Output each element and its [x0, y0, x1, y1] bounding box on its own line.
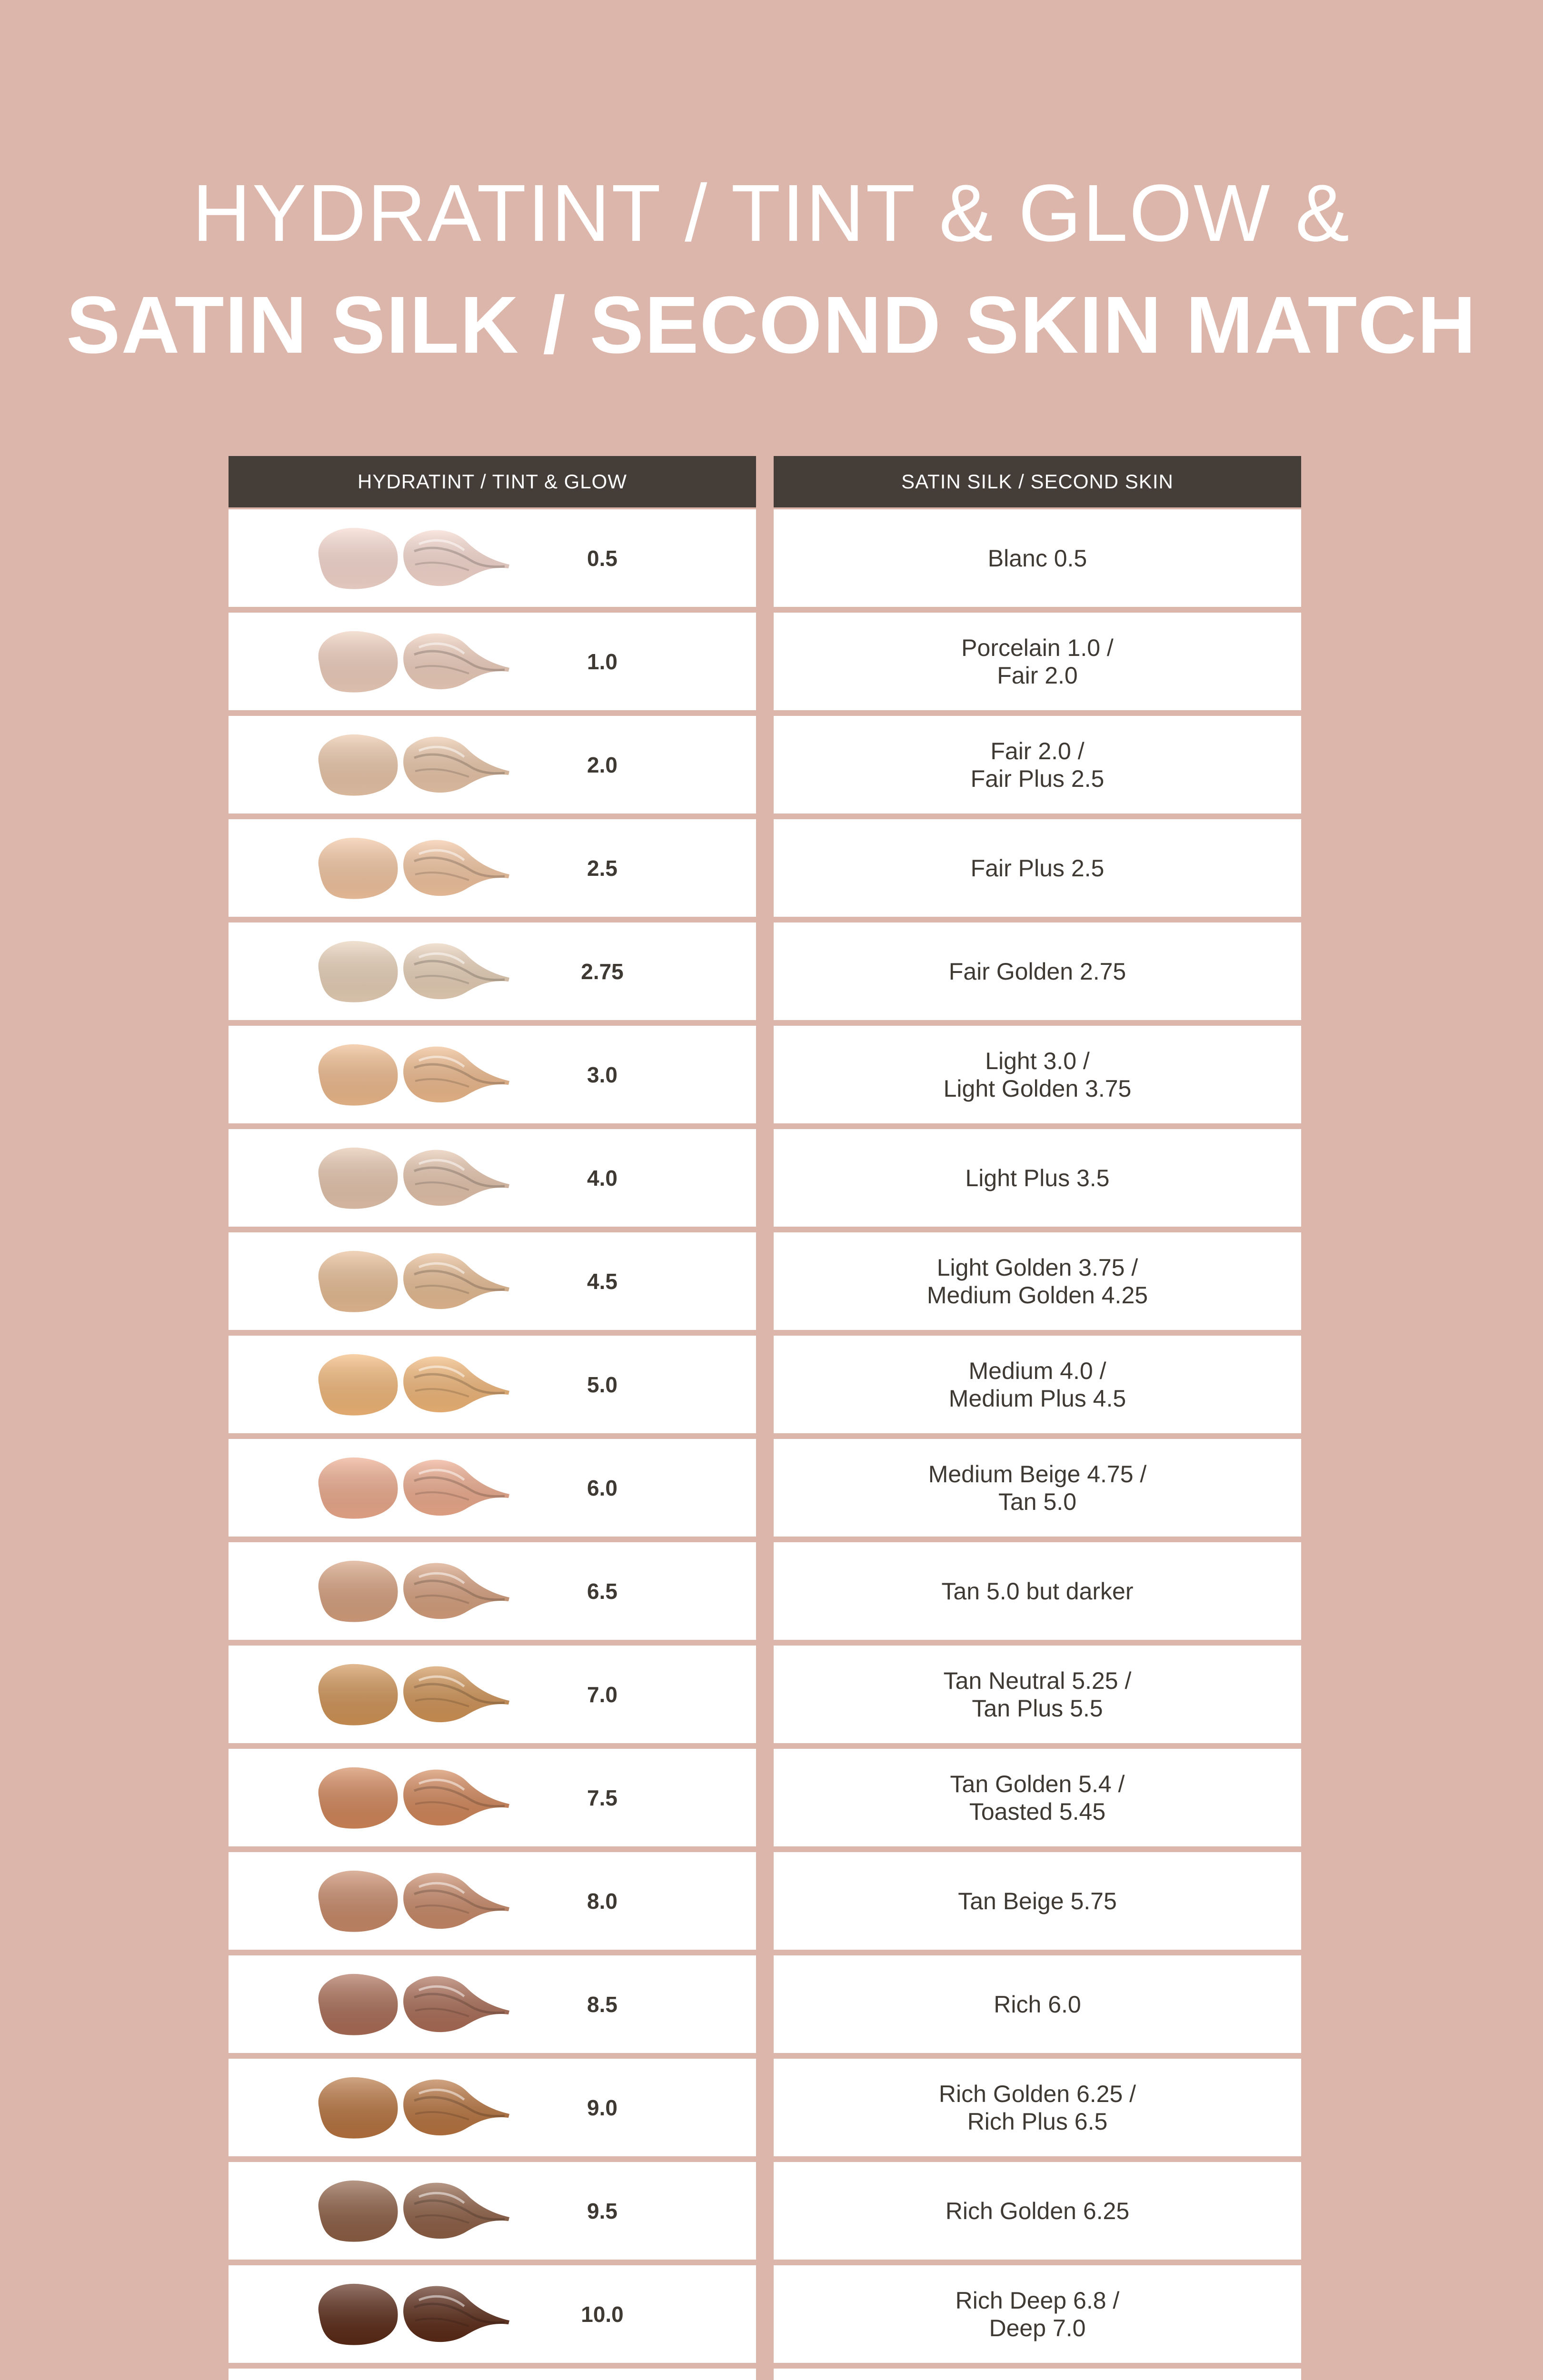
cream-smear-sheen [403, 1253, 509, 1309]
shade-match-label: Blanc 0.5 [987, 545, 1087, 572]
shade-match-label: Rich Deep 6.8 / Deep 7.0 [955, 2287, 1120, 2341]
shade-swatches [309, 1246, 509, 1317]
satin-silk-row [774, 1852, 1301, 1950]
cream-blob-sheen [319, 1354, 398, 1415]
shade-swatch-graphic [309, 1865, 509, 1937]
satin-silk-row [774, 2059, 1301, 2156]
cream-blob-sheen [319, 1250, 398, 1312]
cream-smear-sheen [403, 1873, 509, 1929]
shade-number: 2.5 [587, 855, 617, 881]
shade-swatch-graphic [309, 1246, 509, 1317]
shade-swatch-graphic [309, 2279, 509, 2350]
cream-smear-sheen [403, 1046, 509, 1102]
hydratint-row [229, 1439, 756, 1537]
shade-number: 8.0 [587, 1888, 617, 1914]
cream-smear-sheen [403, 1150, 509, 1206]
hydratint-row [229, 2265, 756, 2363]
satin-silk-row [774, 613, 1301, 710]
cream-blob-sheen [319, 631, 398, 692]
shade-swatches [309, 2072, 509, 2143]
shade-match-label: Light 3.0 / Light Golden 3.75 [943, 1047, 1132, 1102]
shade-swatch-graphic [309, 1762, 509, 1834]
shade-number: 2.0 [587, 752, 617, 777]
shade-number: 9.5 [587, 2198, 617, 2223]
cream-smear-sheen [403, 1976, 509, 2032]
hydratint-row [229, 2369, 756, 2380]
shade-swatch-graphic [309, 1039, 509, 1111]
shade-match-label: Rich Golden 6.25 [945, 2197, 1130, 2224]
shade-swatch-graphic [309, 936, 509, 1007]
shade-swatch-graphic [309, 1556, 509, 1627]
shade-number: 7.0 [587, 1682, 617, 1707]
hydratint-row [229, 1129, 756, 1227]
satin-silk-row [774, 1646, 1301, 1743]
shade-swatch-graphic [309, 2175, 509, 2247]
cream-smear-sheen [403, 2182, 509, 2239]
cream-blob-sheen [319, 1870, 398, 1932]
shade-number: 4.5 [587, 1269, 617, 1294]
hydratint-row [229, 2059, 756, 2156]
shade-swatches [309, 1349, 509, 1420]
satin-silk-row [774, 716, 1301, 813]
hydratint-row [229, 922, 756, 1020]
shade-match-label: Tan 5.0 but darker [941, 1577, 1134, 1605]
shade-swatch-graphic [309, 833, 509, 904]
shade-match-label: Medium Beige 4.75 / Tan 5.0 [928, 1460, 1147, 1515]
cream-blob-sheen [319, 941, 398, 1002]
shade-swatch-graphic [309, 626, 509, 697]
cream-smear-sheen [403, 1459, 509, 1516]
shade-match-label: Rich Golden 6.25 / Rich Plus 6.5 [938, 2080, 1136, 2135]
cream-blob-sheen [319, 837, 398, 899]
shade-match-label: Fair Golden 2.75 [948, 958, 1126, 985]
shade-number: 2.75 [581, 959, 624, 984]
shade-swatches [309, 1556, 509, 1627]
cream-blob-sheen [319, 2077, 398, 2138]
satin-silk-row [774, 2369, 1301, 2380]
cream-blob-sheen [319, 1457, 398, 1518]
shade-swatch-graphic [309, 2072, 509, 2143]
shade-number: 1.0 [587, 649, 617, 674]
shade-swatches [309, 1452, 509, 1524]
shade-swatches [309, 2175, 509, 2247]
hydratint-column-header: HYDRATINT / TINT & GLOW [229, 456, 756, 507]
shade-swatch-graphic [309, 1349, 509, 1420]
hydratint-row [229, 819, 756, 917]
shade-match-label: Light Golden 3.75 / Medium Golden 4.25 [926, 1254, 1148, 1309]
shade-match-label: Medium 4.0 / Medium Plus 4.5 [948, 1357, 1126, 1412]
cream-smear-sheen [403, 736, 509, 793]
satin-silk-column [774, 456, 1301, 2341]
shade-match-label: Rich 6.0 [994, 1991, 1081, 2018]
shade-swatch-graphic [309, 729, 509, 801]
cream-blob-sheen [319, 1147, 398, 1209]
shade-swatches [309, 1142, 509, 1214]
hydratint-row [229, 716, 756, 813]
satin-silk-column-header: SATIN SILK / SECOND SKIN [774, 456, 1301, 507]
shade-swatches [309, 1969, 509, 2040]
shade-swatches [309, 1762, 509, 1834]
shade-match-label: Porcelain 1.0 / Fair 2.0 [961, 634, 1114, 689]
hydratint-column [229, 456, 756, 2327]
shade-number: 3.0 [587, 1062, 617, 1087]
hydratint-row [229, 1646, 756, 1743]
cream-smear-sheen [403, 1666, 509, 1722]
shade-swatch-graphic [309, 1142, 509, 1214]
shade-swatches [309, 2279, 509, 2350]
hydratint-row [229, 1336, 756, 1433]
page-title-line-1: HYDRATINT / TINT & GLOW & [192, 168, 1351, 258]
shade-swatches [309, 833, 509, 904]
cream-blob-sheen [319, 1560, 398, 1622]
cream-smear-sheen [403, 2286, 509, 2342]
shade-swatches [309, 1865, 509, 1937]
shade-swatch-graphic [309, 1659, 509, 1730]
hydratint-row [229, 1749, 756, 1846]
shade-swatch-graphic [309, 1452, 509, 1524]
satin-silk-row [774, 819, 1301, 917]
shade-match-label: Tan Neutral 5.25 / Tan Plus 5.5 [943, 1667, 1132, 1722]
shade-swatches [309, 936, 509, 1007]
shade-match-label: Light Plus 3.5 [965, 1164, 1110, 1191]
hydratint-row [229, 1026, 756, 1123]
shade-number: 5.0 [587, 1372, 617, 1397]
shade-number: 6.0 [587, 1475, 617, 1500]
hydratint-row [229, 1955, 756, 2053]
cream-smear-sheen [403, 943, 509, 999]
hydratint-row [229, 509, 756, 607]
shade-swatches [309, 626, 509, 697]
shade-swatches [309, 523, 509, 594]
cream-blob-sheen [319, 2283, 398, 2345]
satin-silk-row [774, 922, 1301, 1020]
cream-blob-sheen [319, 1044, 398, 1105]
cream-blob-sheen [319, 2180, 398, 2241]
shade-number: 4.0 [587, 1165, 617, 1190]
page-title-line-2: SATIN SILK / SECOND SKIN MATCH [66, 280, 1477, 370]
shade-swatch-graphic [309, 523, 509, 594]
hydratint-row [229, 613, 756, 710]
shade-number: 8.5 [587, 1992, 617, 2017]
cream-smear-sheen [403, 2079, 509, 2135]
hydratint-row [229, 1852, 756, 1950]
hydratint-row [229, 2162, 756, 2260]
cream-smear-sheen [403, 840, 509, 896]
satin-silk-row [774, 1542, 1301, 1640]
hydratint-row [229, 1232, 756, 1330]
shade-swatches [309, 1659, 509, 1730]
cream-blob-sheen [319, 1664, 398, 1725]
shade-number: 10.0 [581, 2301, 624, 2327]
shade-number: 0.5 [587, 545, 617, 571]
satin-silk-row [774, 1955, 1301, 2053]
cream-smear-sheen [403, 1563, 509, 1619]
satin-silk-row [774, 1232, 1301, 1330]
shade-number: 6.5 [587, 1578, 617, 1604]
shade-match-label: Fair 2.0 / Fair Plus 2.5 [970, 737, 1105, 792]
shade-swatch-graphic [309, 1969, 509, 2040]
shade-number: 7.5 [587, 1785, 617, 1810]
hydratint-row [229, 1542, 756, 1640]
shade-number: 9.0 [587, 2095, 617, 2120]
shade-match-label: Tan Golden 5.4 / Toasted 5.45 [950, 1770, 1125, 1825]
shade-match-label: Fair Plus 2.5 [970, 854, 1105, 882]
satin-silk-row [774, 1439, 1301, 1537]
cream-smear-sheen [403, 530, 509, 586]
shade-swatches [309, 1039, 509, 1111]
satin-silk-row [774, 1026, 1301, 1123]
satin-silk-row [774, 1129, 1301, 1227]
satin-silk-row [774, 509, 1301, 607]
satin-silk-row [774, 1749, 1301, 1846]
shade-swatches [309, 729, 509, 801]
cream-smear-sheen [403, 1356, 509, 1412]
shade-match-label: Tan Beige 5.75 [958, 1887, 1117, 1914]
cream-smear-sheen [403, 1769, 509, 1825]
cream-smear-sheen [403, 633, 509, 689]
satin-silk-row [774, 2265, 1301, 2363]
cream-blob-sheen [319, 1973, 398, 2035]
cream-blob-sheen [319, 734, 398, 795]
satin-silk-row [774, 2162, 1301, 2260]
cream-blob-sheen [319, 527, 398, 589]
cream-blob-sheen [319, 1767, 398, 1828]
satin-silk-row [774, 1336, 1301, 1433]
